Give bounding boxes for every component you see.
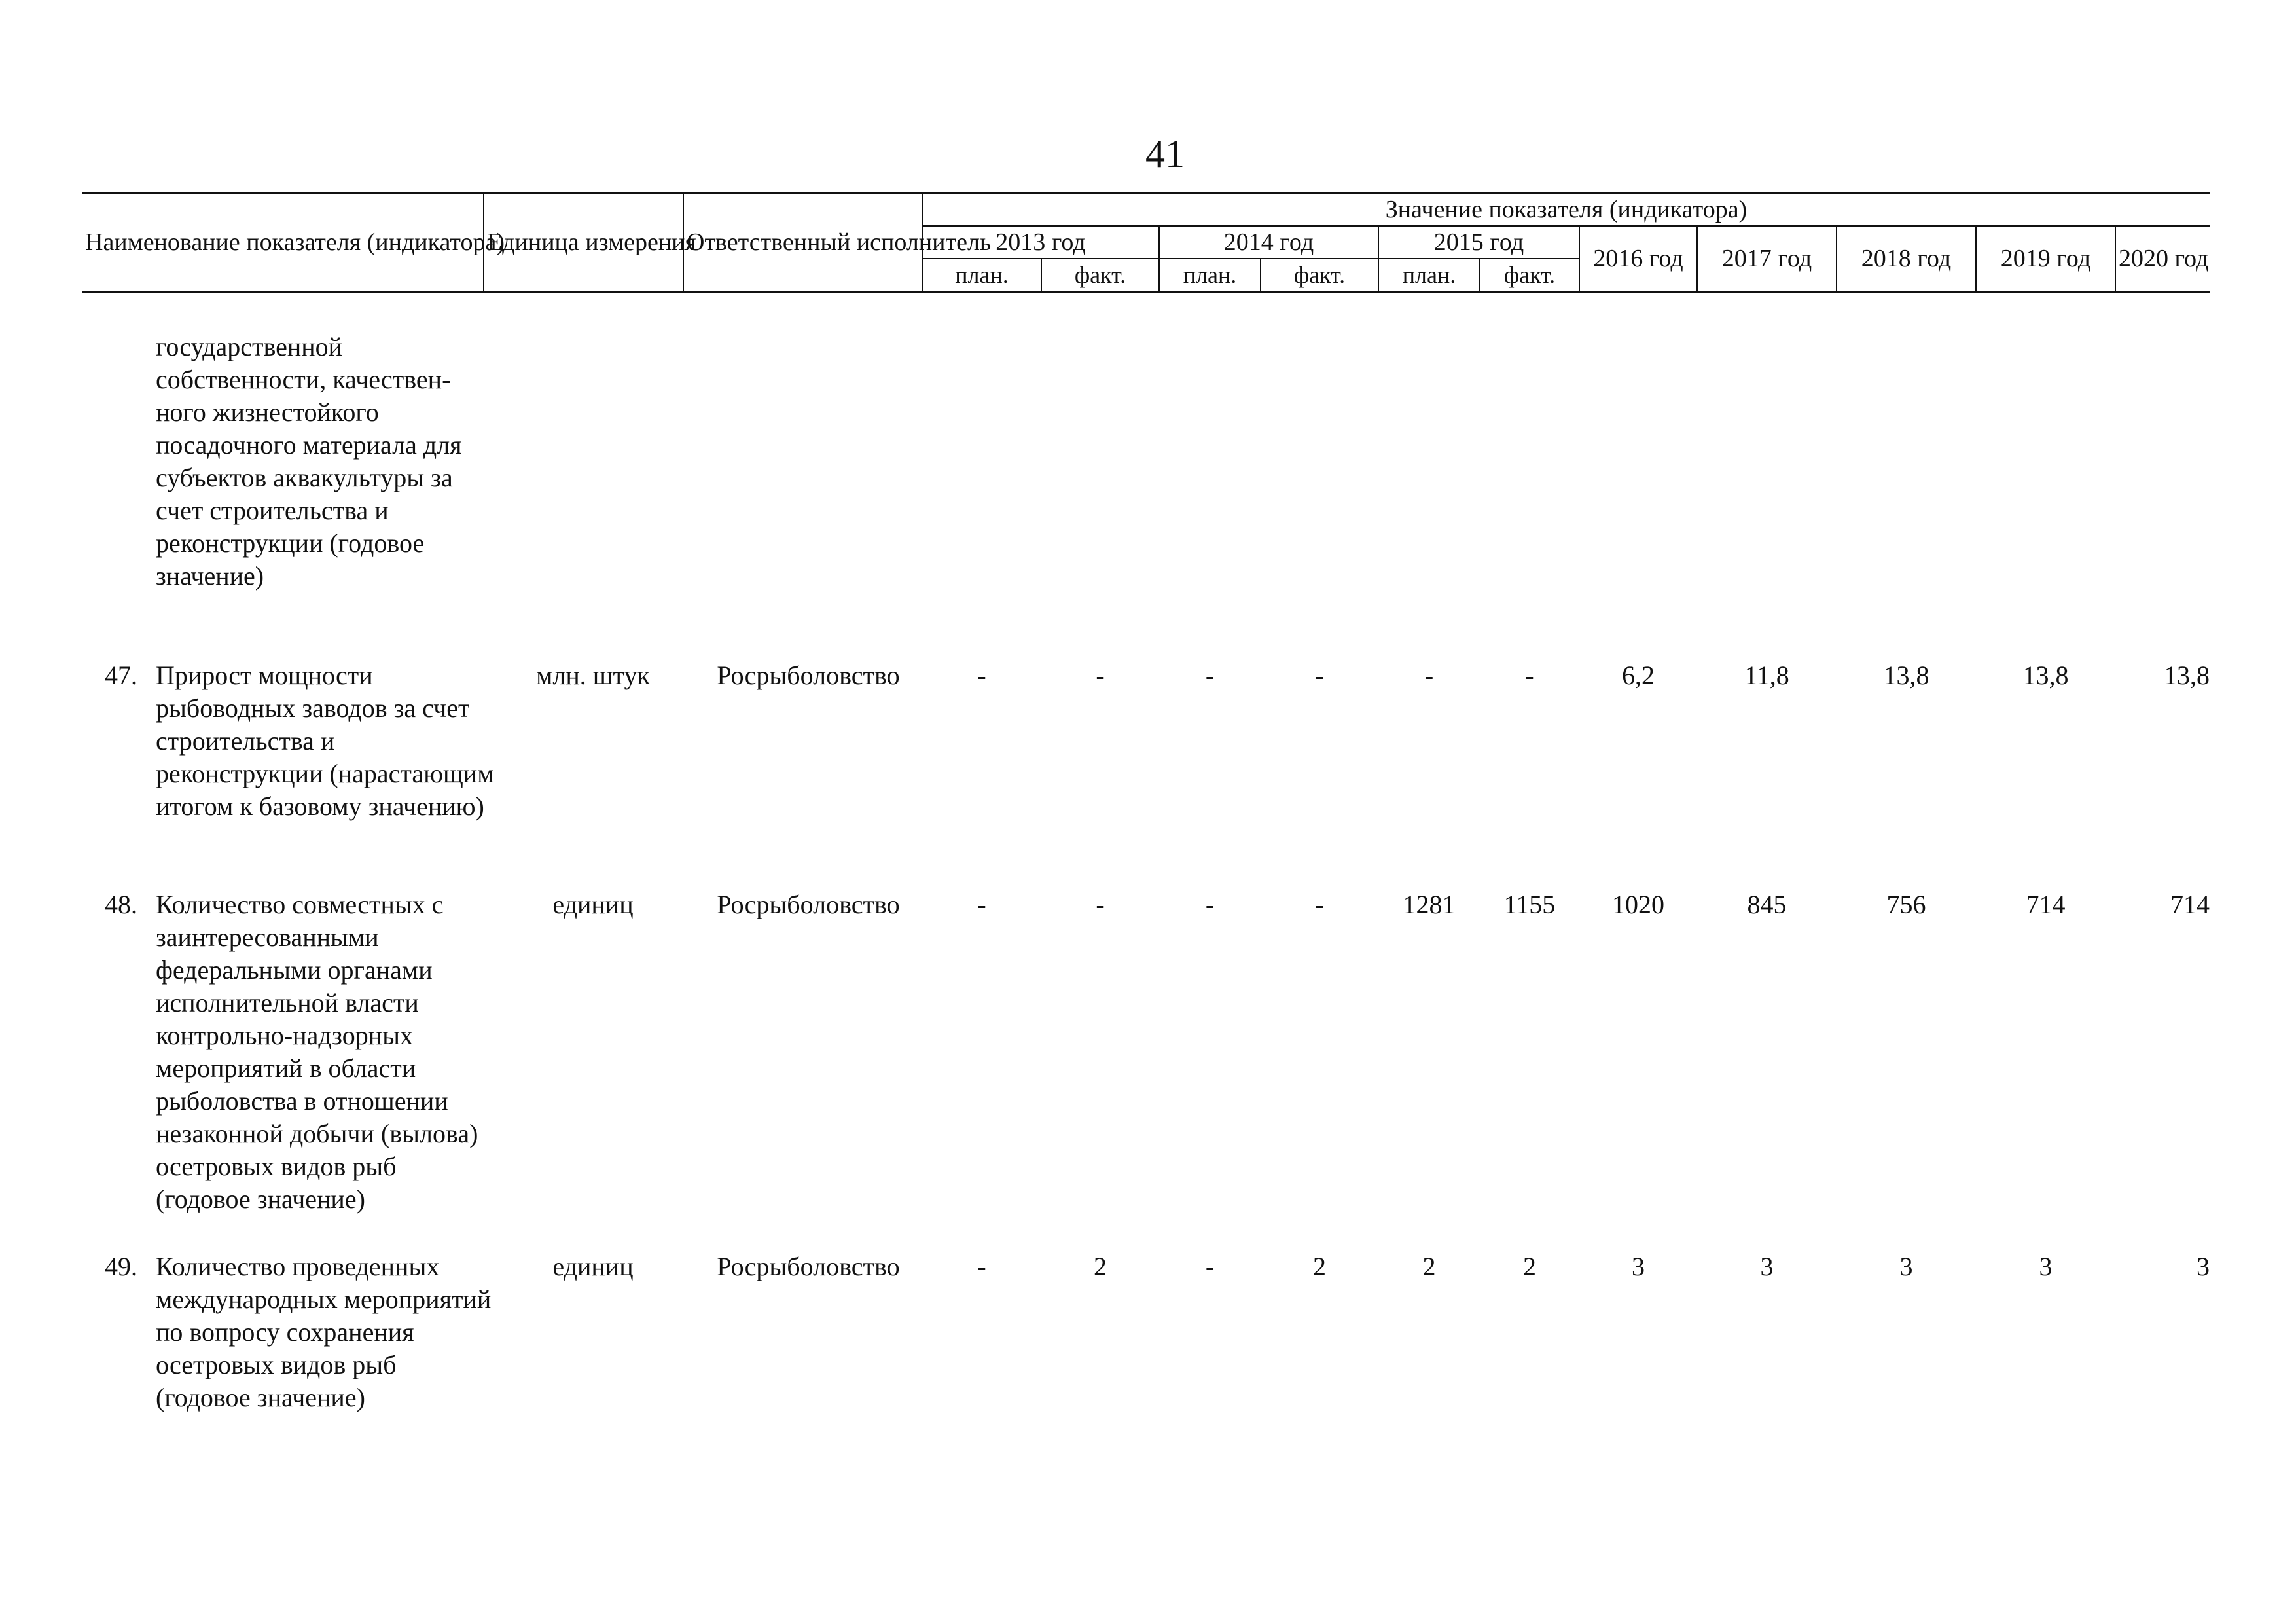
row-47-2020: 13,8 bbox=[2164, 661, 2210, 690]
row-47-2019: 13,8 bbox=[2022, 661, 2069, 690]
row-48-2013-plan: - bbox=[977, 890, 986, 919]
row-48-2017: 845 bbox=[1747, 890, 1787, 919]
row-49-2015-fact: 2 bbox=[1523, 1252, 1536, 1281]
row-continuation-name: государственной собственности, качествен-ного жизнестойкого посадочного материала для субъектов аквакультуры за счет строительства и реконструкции (годовое значение) bbox=[156, 332, 462, 591]
row-48-number: 48. bbox=[105, 890, 137, 919]
row-48-executor: Росрыболовство bbox=[717, 890, 900, 919]
row-49-2013-plan: - bbox=[977, 1252, 986, 1281]
row-49-executor: Росрыболовство bbox=[717, 1252, 900, 1281]
row-49-2020: 3 bbox=[2197, 1252, 2210, 1281]
row-48-2015-fact: 1155 bbox=[1503, 890, 1556, 919]
row-47-executor: Росрыболовство bbox=[717, 661, 900, 690]
row-47-2016: 6,2 bbox=[1622, 661, 1655, 690]
row-47-2013-plan: - bbox=[977, 661, 986, 690]
row-48-2014-plan: - bbox=[1205, 890, 1215, 919]
row-48-2020: 714 bbox=[2170, 890, 2210, 919]
row-48-2013-fact: - bbox=[1096, 890, 1105, 919]
row-49-2018: 3 bbox=[1899, 1252, 1913, 1281]
row-47-2014-plan: - bbox=[1205, 661, 1215, 690]
row-49-2019: 3 bbox=[2039, 1252, 2053, 1281]
row-48-2019: 714 bbox=[2026, 890, 2066, 919]
table-header bbox=[82, 192, 2210, 293]
header-plan-2014: план. bbox=[1159, 259, 1261, 292]
header-unit: Единица измерения bbox=[484, 193, 683, 292]
row-47-number: 47. bbox=[105, 661, 137, 690]
row-48-2016: 1020 bbox=[1612, 890, 1664, 919]
header-value-group: Значение показателя (индикатора) bbox=[922, 193, 2210, 227]
header-year-2015: 2015 год bbox=[1378, 226, 1579, 259]
row-48-name: Количество совместных с заинтересованными федеральными органами исполнительной власти контрольно-надзорных мероприятий в области рыболовства в отношении незаконной добычи (вылова) осетровых видов рыб (годовое значение) bbox=[156, 890, 478, 1214]
header-year-2013: 2013 год bbox=[922, 226, 1159, 259]
row-47-2018: 13,8 bbox=[1883, 661, 1929, 690]
header-fact-2013: факт. bbox=[1041, 259, 1159, 292]
header-year-2019: 2019 год bbox=[1976, 226, 2115, 292]
header-year-2017: 2017 год bbox=[1697, 226, 1837, 292]
header-year-2020: 2020 год bbox=[2115, 226, 2210, 292]
row-47-name: Прирост мощности рыбоводных заводов за счет строительства и реконструкции (нарастающим итогом к базовому значению) bbox=[156, 661, 494, 821]
row-49-2016: 3 bbox=[1632, 1252, 1645, 1281]
header-executor: Ответственный исполнитель bbox=[683, 193, 922, 292]
row-49-unit: единиц bbox=[552, 1252, 634, 1281]
row-48-2015-plan: 1281 bbox=[1403, 890, 1456, 919]
row-47-2014-fact: - bbox=[1315, 661, 1324, 690]
row-49-2014-plan: - bbox=[1205, 1252, 1215, 1281]
row-49-name: Количество проведенных международных мероприятий по вопросу сохранения осетровых видов рыб (годовое значение) bbox=[156, 1252, 492, 1412]
row-47-2015-fact: - bbox=[1525, 661, 1534, 690]
row-49-2014-fact: 2 bbox=[1313, 1252, 1326, 1281]
row-48-2014-fact: - bbox=[1315, 890, 1324, 919]
header-year-2018: 2018 год bbox=[1837, 226, 1976, 292]
row-48-2018: 756 bbox=[1886, 890, 1926, 919]
row-49-2013-fact: 2 bbox=[1094, 1252, 1107, 1281]
header-year-2014: 2014 год bbox=[1159, 226, 1378, 259]
row-49-number: 49. bbox=[105, 1252, 137, 1281]
header-fact-2014: факт. bbox=[1261, 259, 1378, 292]
row-47-unit: млн. штук bbox=[536, 661, 650, 690]
row-47-2017: 11,8 bbox=[1744, 661, 1789, 690]
row-47-2015-plan: - bbox=[1424, 661, 1434, 690]
header-name: Наименование показателя (индикатора) bbox=[82, 193, 484, 292]
page-number: 41 bbox=[1145, 132, 1185, 175]
row-49-2015-plan: 2 bbox=[1422, 1252, 1436, 1281]
row-49-2017: 3 bbox=[1760, 1252, 1774, 1281]
header-fact-2015: факт. bbox=[1480, 259, 1579, 292]
row-48-unit: единиц bbox=[552, 890, 634, 919]
header-plan-2013: план. bbox=[922, 259, 1041, 292]
header-plan-2015: план. bbox=[1378, 259, 1480, 292]
header-year-2016: 2016 год bbox=[1579, 226, 1697, 292]
row-47-2013-fact: - bbox=[1096, 661, 1105, 690]
